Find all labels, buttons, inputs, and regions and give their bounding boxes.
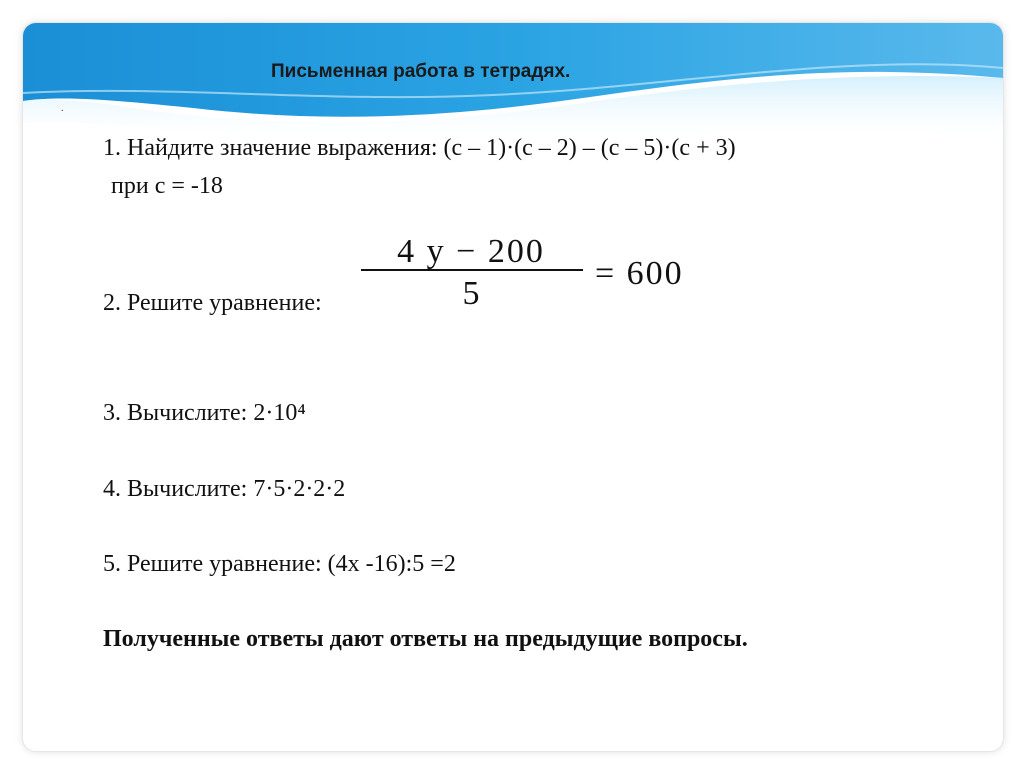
task-3-text: 3. Вычислите: 2·10⁴ [103,400,306,426]
task-1-condition: при с = -18 [111,173,223,199]
equation-denominator: 5 [462,275,480,308]
task-2-text: 2. Решите уравнение: [103,290,322,316]
slide [22,22,1004,752]
conclusion-text: Полученные ответы дают ответы на предыдущие вопросы. [103,626,748,652]
stray-dot: . [61,103,64,114]
slide-title: Письменная работа в тетрадях. [271,61,571,82]
task-1-text: 1. Найдите значение выражения: (с – 1)·(с – 2) – (с – 5)·(с + 3) [103,135,736,161]
equation-numerator: 4 y − 200 [397,233,545,270]
equation-fraction [353,228,773,308]
equation-rhs: = 600 [595,255,684,292]
task-5-text: 5. Решите уравнение: (4х -16):5 =2 [103,551,456,577]
task-4-text: 4. Вычислите: 7·5·2·2·2 [103,476,346,502]
